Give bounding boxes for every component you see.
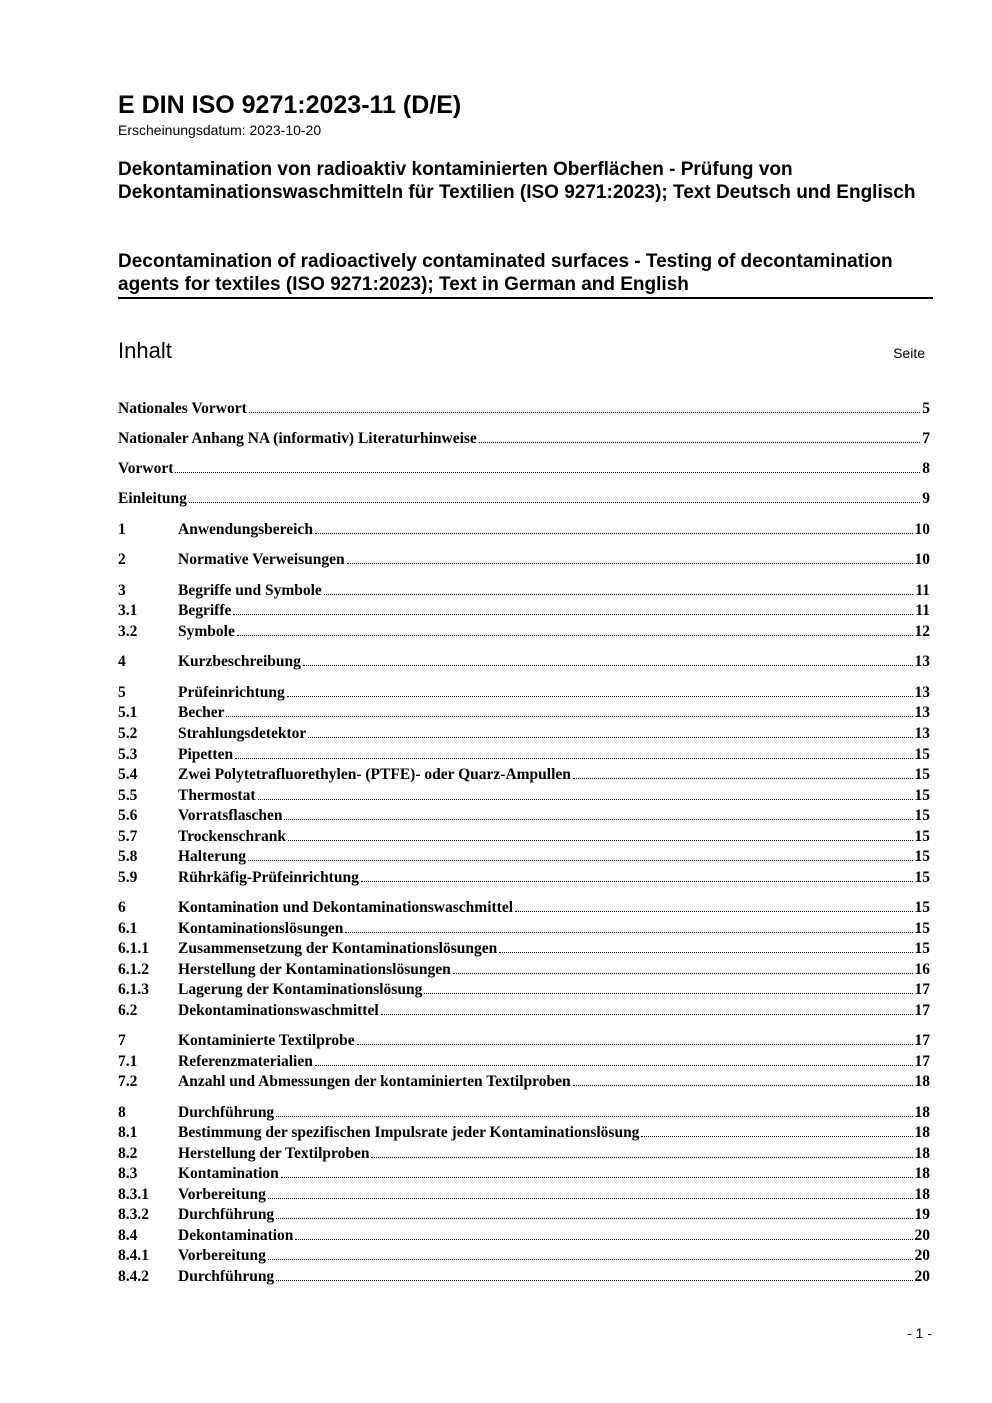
toc-dot-leader xyxy=(233,613,913,615)
publication-date: Erscheinungsdatum: 2023-10-20 xyxy=(118,122,322,138)
toc-dot-leader xyxy=(381,1013,913,1015)
toc-entry-number: 5.1 xyxy=(118,704,138,721)
toc-entry-page: 13 xyxy=(914,684,930,701)
toc-dot-leader xyxy=(424,992,912,994)
toc-dot-leader xyxy=(281,1176,913,1178)
toc-entry-page: 15 xyxy=(914,848,930,865)
toc-dot-leader xyxy=(371,1156,912,1158)
toc-entry-page: 17 xyxy=(914,1053,930,1070)
toc-entry-number: 8.3.1 xyxy=(118,1186,149,1203)
toc-entry-page: 15 xyxy=(914,787,930,804)
toc-dot-leader xyxy=(515,910,912,912)
toc-entry-title: Begriffe und Symbole xyxy=(178,582,322,599)
toc-entry-page: 17 xyxy=(914,981,930,998)
toc-dot-leader xyxy=(324,593,914,595)
toc-entry-page: 15 xyxy=(914,869,930,886)
toc-entry-title: Rührkäfig-Prüfeinrichtung xyxy=(178,869,359,886)
toc-entry-number: 5.3 xyxy=(118,746,138,763)
toc-entry[interactable] xyxy=(118,427,930,448)
toc-entry-page: 18 xyxy=(914,1073,930,1090)
toc-entry-number: 5.9 xyxy=(118,869,138,886)
toc-dot-leader xyxy=(249,411,921,413)
toc-dot-leader xyxy=(315,532,913,534)
toc-entry[interactable] xyxy=(118,1244,930,1265)
toc-entry-page: 10 xyxy=(914,521,930,538)
toc-dot-leader xyxy=(357,1043,913,1045)
toc-entry-title: Vorbereitung xyxy=(178,1186,266,1203)
toc-entry-number: 8.2 xyxy=(118,1145,138,1162)
toc-entry-page: 17 xyxy=(914,1032,930,1049)
toc-entry-title: Dekontamination xyxy=(178,1227,294,1244)
toc-entry-page: 16 xyxy=(914,961,930,978)
toc-entry[interactable] xyxy=(118,978,930,999)
toc-dot-leader xyxy=(641,1135,912,1137)
toc-entry-page: 20 xyxy=(914,1227,930,1244)
toc-entry-title: Strahlungsdetektor xyxy=(178,725,307,742)
toc-entry-number: 5.7 xyxy=(118,828,138,845)
toc-entry-number: 8 xyxy=(118,1104,126,1121)
toc-entry-page: 12 xyxy=(914,623,930,640)
toc-entry-title: Kurzbeschreibung xyxy=(178,653,301,670)
toc-entry-page: 18 xyxy=(914,1165,930,1182)
toc-entry[interactable] xyxy=(118,999,930,1020)
toc-entry[interactable] xyxy=(118,681,930,702)
toc-entry-page: 18 xyxy=(914,1145,930,1162)
toc-entry-number: 7 xyxy=(118,1032,126,1049)
toc-entry[interactable] xyxy=(118,917,930,938)
toc-entry-number: 5.6 xyxy=(118,807,138,824)
toc-entry-page: 10 xyxy=(914,551,930,568)
toc-entry[interactable] xyxy=(118,457,930,478)
toc-entry-title: Becher xyxy=(178,704,225,721)
document-title: E DIN ISO 9271:2023-11 (D/E) xyxy=(118,91,462,119)
toc-entry-page: 11 xyxy=(915,582,930,599)
toc-entry-page: 20 xyxy=(914,1268,930,1285)
toc-entry[interactable] xyxy=(118,701,930,722)
toc-entry[interactable] xyxy=(118,784,930,805)
toc-entry[interactable] xyxy=(118,896,930,917)
toc-entry-number: 7.1 xyxy=(118,1053,138,1070)
toc-entry-title: Zusammensetzung der Kontaminationslösungen xyxy=(178,940,498,957)
toc-entry[interactable] xyxy=(118,804,930,825)
toc-dot-leader xyxy=(235,757,912,759)
toc-entry-page: 15 xyxy=(914,940,930,957)
toc-dot-leader xyxy=(361,880,913,882)
toc-entry-page: 5 xyxy=(922,400,930,417)
toc-entry-page: 20 xyxy=(914,1247,930,1264)
toc-entry-title: Kontaminierte Textilprobe xyxy=(178,1032,355,1049)
toc-entry-page: 15 xyxy=(914,766,930,783)
toc-dot-leader xyxy=(226,715,912,717)
toc-entry[interactable] xyxy=(118,1224,930,1245)
toc-dot-leader xyxy=(453,972,913,974)
toc-dot-leader xyxy=(573,777,913,779)
toc-entry[interactable] xyxy=(118,1070,930,1091)
toc-entry-page: 13 xyxy=(914,725,930,742)
toc-entry-number: 6.1.1 xyxy=(118,940,149,957)
toc-dot-leader xyxy=(288,839,913,841)
toc-entry-number: 6.1.3 xyxy=(118,981,149,998)
page-number: - 1 - xyxy=(907,1325,932,1341)
toc-dot-leader xyxy=(248,859,912,861)
toc-entry[interactable] xyxy=(118,548,930,569)
toc-entry[interactable] xyxy=(118,579,930,600)
toc-entry-page: 15 xyxy=(914,899,930,916)
toc-entry-number: 6.1 xyxy=(118,920,138,937)
toc-dot-leader xyxy=(573,1084,913,1086)
toc-dot-leader xyxy=(479,441,920,443)
toc-dot-leader xyxy=(276,1217,912,1219)
toc-entry-page: 8 xyxy=(922,460,930,477)
toc-entry[interactable] xyxy=(118,937,930,958)
toc-dot-leader xyxy=(189,501,920,503)
toc-entry-page: 13 xyxy=(914,653,930,670)
toc-entry-title: Durchführung xyxy=(178,1104,275,1121)
toc-entry[interactable] xyxy=(118,1101,930,1122)
toc-dot-leader xyxy=(499,951,912,953)
toc-dot-leader xyxy=(295,1238,912,1240)
toc-entry-title: Einleitung xyxy=(118,490,187,507)
toc-entry-number: 6.2 xyxy=(118,1002,138,1019)
toc-entry-title: Pipetten xyxy=(178,746,234,763)
title-german: Dekontamination von radioaktiv kontaminierten Oberflächen - Prüfung von Dekontaminationswaschmitteln für Textilien (ISO 9271:2023); Text Deutsch und Englisch xyxy=(118,159,916,203)
toc-entry-page: 18 xyxy=(914,1186,930,1203)
toc-entry[interactable] xyxy=(118,1121,930,1142)
toc-entry-page: 15 xyxy=(914,807,930,824)
toc-entry-number: 6 xyxy=(118,899,126,916)
toc-entry-number: 3 xyxy=(118,582,126,599)
toc-dot-leader xyxy=(347,562,913,564)
toc-entry-page: 18 xyxy=(914,1124,930,1141)
toc-entry-number: 5 xyxy=(118,684,126,701)
toc-entry-title: Thermostat xyxy=(178,787,256,804)
toc-entry-title: Durchführung xyxy=(178,1206,275,1223)
toc-entry-title: Anzahl und Abmessungen der kontaminierten Textilproben xyxy=(178,1073,571,1090)
toc-entry-title: Nationales Vorwort xyxy=(118,400,247,417)
toc-entry-title: Herstellung der Textilproben xyxy=(178,1145,370,1162)
toc-entry[interactable] xyxy=(118,722,930,743)
toc-entry-title: Normative Verweisungen xyxy=(178,551,345,568)
toc-entry[interactable] xyxy=(118,1029,930,1050)
toc-entry[interactable] xyxy=(118,1142,930,1163)
toc-entry[interactable] xyxy=(118,487,930,508)
toc-entry-number: 6.1.2 xyxy=(118,961,149,978)
toc-entry-title: Kontamination xyxy=(178,1165,279,1182)
toc-entry-number: 8.4.1 xyxy=(118,1247,149,1264)
toc-entry-number: 8.4 xyxy=(118,1227,138,1244)
toc-entry-title: Halterung xyxy=(178,848,247,865)
toc-entry-page: 19 xyxy=(914,1206,930,1223)
toc-entry-title: Begriffe xyxy=(178,602,232,619)
toc-entry-page: 17 xyxy=(914,1002,930,1019)
toc-entry[interactable] xyxy=(118,1265,930,1286)
toc-entry[interactable] xyxy=(118,866,930,887)
toc-entry-title: Anwendungsbereich xyxy=(178,521,313,538)
toc-entry-page: 15 xyxy=(914,920,930,937)
toc-entry-number: 5.4 xyxy=(118,766,138,783)
toc-page-column-label: Seite xyxy=(893,345,925,361)
toc-dot-leader xyxy=(308,736,912,738)
toc-entry[interactable] xyxy=(118,1162,930,1183)
toc-entry-number: 3.2 xyxy=(118,623,138,640)
toc-entry[interactable] xyxy=(118,620,930,641)
toc-entry-title: Durchführung xyxy=(178,1268,275,1285)
toc-entry[interactable] xyxy=(118,1050,930,1071)
toc-dot-leader xyxy=(315,1064,913,1066)
toc-entry-title: Bestimmung der spezifischen Impulsrate jeder Kontaminationslösung xyxy=(178,1124,640,1141)
toc-entry-number: 4 xyxy=(118,653,126,670)
toc-entry[interactable] xyxy=(118,763,930,784)
toc-dot-leader xyxy=(276,1279,912,1281)
toc-entry-page: 18 xyxy=(914,1104,930,1121)
toc-entry-number: 8.4.2 xyxy=(118,1268,149,1285)
toc-entry-number: 5.2 xyxy=(118,725,138,742)
toc-entry-number: 8.3.2 xyxy=(118,1206,149,1223)
toc-entry-title: Dekontaminationswaschmittel xyxy=(178,1002,379,1019)
toc-entry-title: Vorbereitung xyxy=(178,1247,266,1264)
toc-entry-page: 15 xyxy=(914,746,930,763)
toc-entry-title: Prüfeinrichtung xyxy=(178,684,285,701)
toc-entry-title: Lagerung der Kontaminationslösung xyxy=(178,981,423,998)
toc-entry[interactable] xyxy=(118,825,930,846)
toc-dot-leader xyxy=(268,1197,913,1199)
toc-entry-title: Zwei Polytetrafluorethylen- (PTFE)- oder Quarz-Ampullen xyxy=(178,766,571,783)
toc-entry-number: 8.1 xyxy=(118,1124,138,1141)
toc-entry-title: Kontamination und Dekontaminationswaschmittel xyxy=(178,899,514,916)
toc-entry[interactable] xyxy=(118,743,930,764)
toc-dot-leader xyxy=(268,1258,913,1260)
toc-entry[interactable] xyxy=(118,1183,930,1204)
toc-dot-leader xyxy=(258,798,913,800)
toc-entry[interactable] xyxy=(118,650,930,671)
toc-dot-leader xyxy=(175,471,920,473)
toc-entry[interactable] xyxy=(118,845,930,866)
toc-dot-leader xyxy=(303,664,913,666)
toc-entry-title: Kontaminationslösungen xyxy=(178,920,344,937)
toc-heading: Inhalt xyxy=(118,338,172,363)
toc-entry-number: 5.8 xyxy=(118,848,138,865)
toc-entry-title: Vorwort xyxy=(118,460,174,477)
toc-entry-number: 1 xyxy=(118,521,126,538)
toc-entry-title: Herstellung der Kontaminationslösungen xyxy=(178,961,451,978)
toc-entry-number: 7.2 xyxy=(118,1073,138,1090)
toc-dot-leader xyxy=(287,695,913,697)
toc-entry-title: Nationaler Anhang NA (informativ) Literaturhinweise xyxy=(118,430,477,447)
toc-entry[interactable] xyxy=(118,518,930,539)
toc-entry-page: 15 xyxy=(914,828,930,845)
toc-dot-leader xyxy=(345,931,912,933)
toc-entry-number: 8.3 xyxy=(118,1165,138,1182)
toc-entry-page: 9 xyxy=(922,490,930,507)
toc-entry[interactable] xyxy=(118,1203,930,1224)
toc-entry-title: Symbole xyxy=(178,623,235,640)
toc-entry-number: 5.5 xyxy=(118,787,138,804)
toc-entry-title: Trockenschrank xyxy=(178,828,286,845)
toc-entry-page: 11 xyxy=(915,602,930,619)
toc-dot-leader xyxy=(284,818,912,820)
toc-entry-title: Vorratsflaschen xyxy=(178,807,283,824)
toc-entry[interactable] xyxy=(118,397,930,418)
toc-entry[interactable] xyxy=(118,958,930,979)
toc-entry-number: 2 xyxy=(118,551,126,568)
toc-dot-leader xyxy=(237,634,913,636)
toc-dot-leader xyxy=(276,1115,912,1117)
toc-entry-number: 3.1 xyxy=(118,602,138,619)
toc-entry[interactable] xyxy=(118,599,930,620)
toc-entry-title: Referenzmaterialien xyxy=(178,1053,313,1070)
toc-entry-page: 7 xyxy=(922,430,930,447)
title-english: Decontamination of radioactively contaminated surfaces - Testing of decontamination agents for textiles (ISO 9271:2023); Text in German and English xyxy=(118,250,933,299)
toc-entry-page: 13 xyxy=(914,704,930,721)
